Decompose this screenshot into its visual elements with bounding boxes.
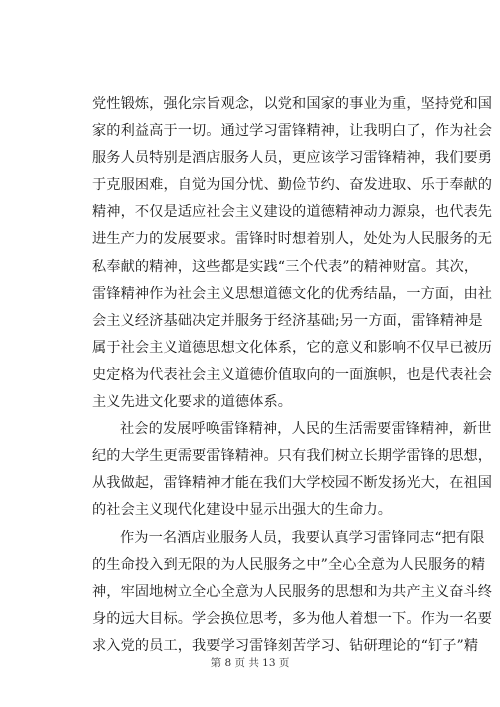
text-line: 纪的大学生更需要雷锋精神。只有我们树立长期学雷锋的思想， — [92, 448, 493, 465]
text-line: 属于社会主义道德思想文化体系，它的意义和影响不仅早已被历 — [92, 339, 493, 356]
text-line: 从我做起，雷锋精神才能在我们大学校园不断发扬光大，在祖国 — [92, 475, 493, 492]
document-body — [92, 91, 493, 660]
text-line: 神，牢固地树立全心全意为人民服务的思想和为共产主义奋斗终 — [92, 583, 493, 600]
text-line: 史定格为代表社会主义道德价值取向的一面旗帜，也是代表社会 — [92, 366, 493, 383]
text-line: 精神，不仅是适应社会主义建设的道德精神动力源泉，也代表先 — [92, 204, 493, 221]
text-line: 作为一名酒店业服务人员，我要认真学习雷锋同志“把有限 — [120, 529, 485, 546]
text-line: 进生产力的发展要求。雷锋时时想着别人，处处为人民服务的无 — [92, 231, 493, 248]
text-line: 的社会主义现代化建设中显示出强大的生命力。 — [92, 502, 393, 519]
paragraph-2 — [92, 416, 493, 524]
text-line: 会主义经济基础决定并服务于经济基础;另一方面，雷锋精神是 — [92, 312, 483, 329]
text-line: 家的利益高于一切。通过学习雷锋精神，让我明白了，作为社会 — [92, 123, 493, 140]
paragraph-3 — [92, 525, 493, 660]
page-number-footer: 第 8 页 共 13 页 — [210, 657, 290, 669]
paragraph-1 — [92, 91, 493, 416]
text-line: 私奉献的精神，这些都是实践“三个代表”的精神财富。其次， — [92, 258, 479, 275]
text-line: 社会的发展呼唤雷锋精神，人民的生活需要雷锋精神，新世 — [120, 421, 492, 438]
text-line: 党性锻炼，强化宗旨观念，以党和国家的事业为重，坚持党和国 — [92, 96, 493, 112]
text-line: 身的远大目标。学会换位思考，多为他人着想一下。作为一名要 — [92, 610, 493, 627]
text-line: 主义先进文化要求的道德体系。 — [92, 394, 293, 411]
text-line: 雷锋精神作为社会主义思想道德文化的优秀结晶，一方面，由社 — [92, 285, 493, 302]
text-line: 于克服困难，自觉为国分忧、勤俭节约、奋发进取、乐于奉献的 — [92, 177, 493, 194]
text-line: 求入党的员工，我要学习雷锋刻苦学习、钻研理论的“钉子”精 — [92, 637, 479, 654]
text-line: 的生命投入到无限的为人民服务之中”全心全意为人民服务的精 — [92, 556, 486, 573]
text-line: 服务人员特别是酒店服务人员，更应该学习雷锋精神，我们要勇 — [92, 150, 493, 167]
